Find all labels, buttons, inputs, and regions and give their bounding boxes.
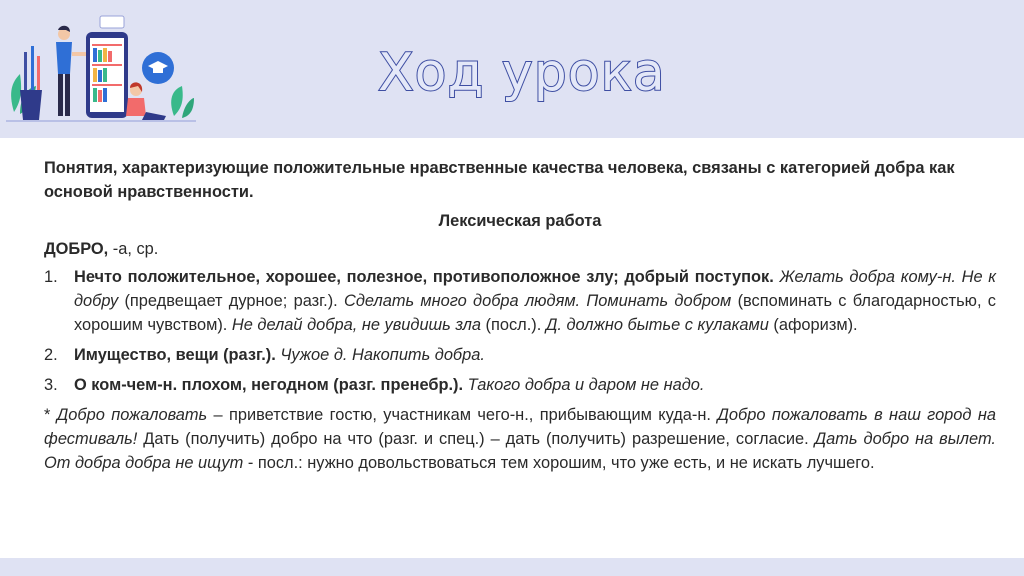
message-card-icon	[100, 16, 124, 28]
example-text: Чужое д. Накопить добра.	[280, 346, 485, 364]
slide-title: Ход урока	[378, 43, 666, 103]
plain-text: (предвещает дурное; разг.).	[118, 292, 344, 310]
plain-text: - посл.: нужно довольствоваться тем хорошим, что уже есть, и не искать лучшего.	[243, 454, 875, 472]
headword: ДОБРО,	[44, 240, 109, 258]
example-text: Добро пожаловать в наш город на фестиваль!	[44, 406, 996, 448]
example-text: Сделать много добра людям. Поминать добром	[344, 292, 732, 310]
sense-number: 2.	[44, 346, 58, 364]
example-text: Дать добро на вылет. От добра добра не ищут	[44, 430, 996, 472]
sense-definition: Нечто положительное, хорошее, полезное, противоположное злу; добрый поступок.	[74, 268, 774, 286]
usage-note	[44, 403, 996, 475]
lesson-content	[44, 156, 996, 475]
plain-text: (афоризм).	[768, 316, 858, 334]
plant-right-icon	[171, 86, 194, 118]
phone-bookshelf-icon	[86, 32, 128, 118]
example-text: Добро пожаловать	[56, 406, 208, 424]
plain-text: *	[44, 406, 57, 424]
example-text: Д. должно бытье с кулаками	[545, 316, 769, 334]
library-reading-illustration	[6, 12, 196, 124]
dictionary-entry-head	[44, 237, 996, 261]
sense-item	[44, 343, 996, 367]
plain-text: (вспоминать с благодарностью, с хорошим чувством).	[74, 292, 996, 334]
example-text: Такого добра и даром не надо.	[467, 376, 705, 394]
standing-person-icon	[56, 26, 86, 116]
footer-band	[0, 558, 1024, 576]
graduation-cap-icon	[142, 52, 174, 84]
section-heading: Лексическая работа	[438, 212, 602, 230]
reading-person-icon	[126, 82, 166, 120]
plain-text: Дать (получить) добро на что (разг. и спец.) – дать (получить) разрешение, согласие.	[137, 430, 815, 448]
plain-text: – приветствие гостю, участникам чего-н., прибывающим куда-н.	[207, 406, 718, 424]
plain-text: (посл.).	[480, 316, 546, 334]
sense-definition: О ком-чем-н. плохом, негодном (разг. пренебр.).	[74, 376, 464, 394]
example-text: Не делай добра, не увидишь зла	[231, 316, 481, 334]
pencil-cup-icon	[20, 90, 42, 120]
sense-item	[44, 373, 996, 397]
grammar-note: -а, ср.	[108, 240, 159, 258]
sense-list	[44, 265, 996, 397]
sense-definition: Имущество, вещи (разг.).	[74, 346, 276, 364]
intro-text: Понятия, характеризующие положительные нравственные качества человека, связаны с категорией добра как основой нравственности.	[44, 159, 955, 201]
example-text: Желать добра кому-н. Не к добру	[74, 268, 997, 310]
sense-item	[44, 265, 996, 337]
sense-number: 1.	[44, 268, 58, 286]
sense-number: 3.	[44, 376, 58, 394]
